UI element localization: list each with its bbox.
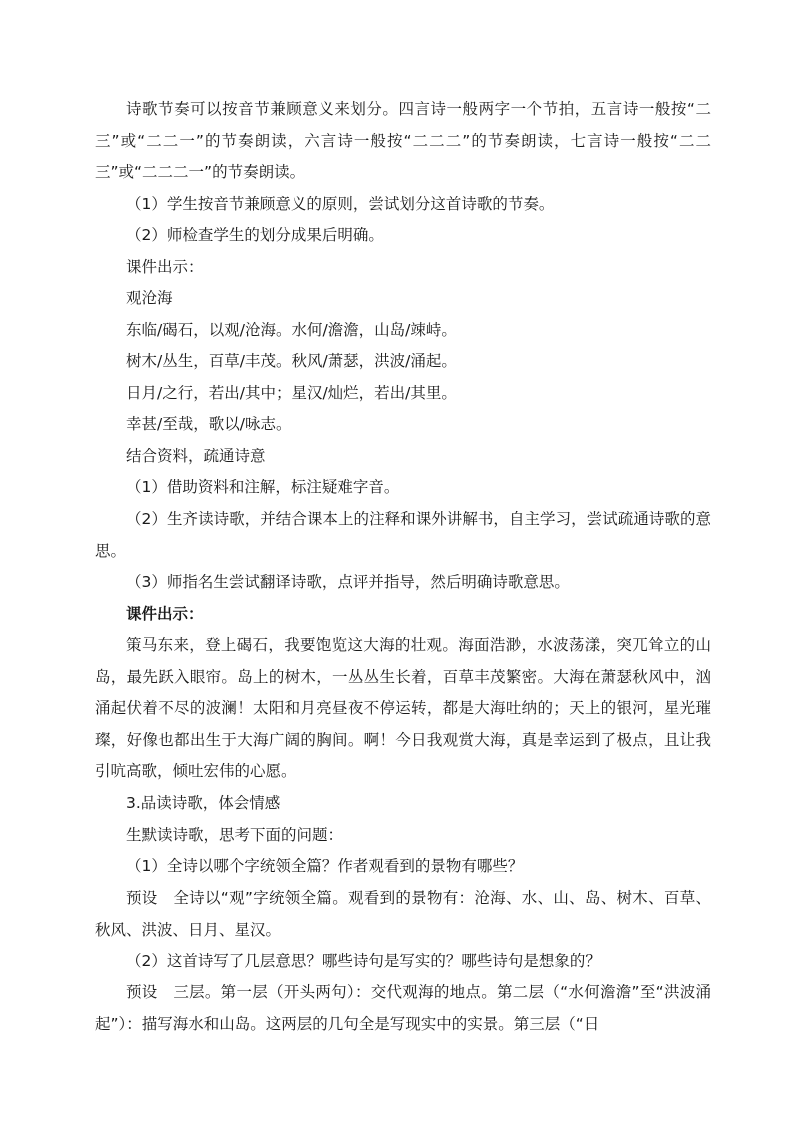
poem-title: 观沧海: [126, 289, 173, 307]
section-heading-meaning: 结合资料，疏通诗意: [126, 447, 266, 465]
paragraph-meaning-1: （1）借助资料和注解，标注疑难字音。: [126, 478, 400, 496]
answer-2: 预设 三层。第一层（开头两句）：交代观海的地点。第二层（“水何澹澹”至“洪波涌起”）：描写海水和山岛。这两层的几句全是写现实中的实景。第三层（“日: [95, 983, 711, 1033]
paragraph-courseware-label-bold: 课件出示：: [126, 605, 204, 623]
section-heading-appreciation: 3.品读诗歌，体会情感: [126, 794, 281, 812]
paragraph-step-1: （1）学生按音节兼顾意义的原则，尝试划分这首诗歌的节奏。: [126, 195, 555, 213]
poem-line-2: 树木/丛生，百草/丰茂。秋风/萧瑟，洪波/涌起。: [126, 352, 457, 370]
poem-line-4: 幸甚/至哉，歌以/咏志。: [126, 415, 292, 433]
paragraph-step-2: （2）师检查学生的划分成果后明确。: [126, 226, 384, 244]
question-2: （2）这首诗写了几层意思？哪些诗句是写实的？哪些诗句是想象的？: [126, 952, 601, 970]
paragraph-meaning-3: （3）师指名生尝试翻译诗歌，点评并指导，然后明确诗歌意思。: [126, 573, 570, 591]
question-1: （1）全诗以哪个字统领全篇？作者观看到的景物有哪些？: [126, 857, 524, 875]
paragraph-silent-reading: 生默读诗歌，思考下面的问题：: [126, 826, 344, 844]
poem-line-3: 日月/之行，若出/其中；星汉/灿烂，若出/其里。: [126, 384, 457, 402]
paragraph-rhythm-intro: 诗歌节奏可以按音节兼顾意义来划分。四言诗一般两字一个节拍，五言诗一般按“二三”或“二二一”的节奏朗读，六言诗一般按“二二二”的节奏朗读，七言诗一般按“二二三”或“二二二一”的节奏朗读。: [95, 100, 711, 182]
paragraph-translation: 策马东来，登上碣石，我要饱览这大海的壮观。海面浩渺，水波荡漾，突兀耸立的山岛，最先跃入眼帘。岛上的树木，一丛丛生长着，百草丰茂繁密。大海在萧瑟秋风中，汹涌起伏着不尽的波澜！太阳和月亮昼夜不停运转，都是大海吐纳的；天上的银河，星光璀璨，好像也都出生于大海广阔的胸间。啊！今日我观赏大海，真是幸运到了极点，且让我引吭高歌，倾吐宏伟的心愿。: [95, 636, 711, 781]
answer-1: 预设 全诗以“观”字统领全篇。观看到的景物有：沧海、水、山、岛、树木、百草、秋风、洪波、日月、星汉。: [95, 889, 711, 939]
poem-line-1: 东临/碣石，以观/沧海。水何/澹澹，山岛/竦峙。: [126, 321, 457, 339]
paragraph-meaning-2: （2）生齐读诗歌，并结合课本上的注释和课外讲解书，自主学习，尝试疏通诗歌的意思。: [95, 510, 711, 560]
paragraph-courseware-label: 课件出示：: [126, 258, 204, 276]
